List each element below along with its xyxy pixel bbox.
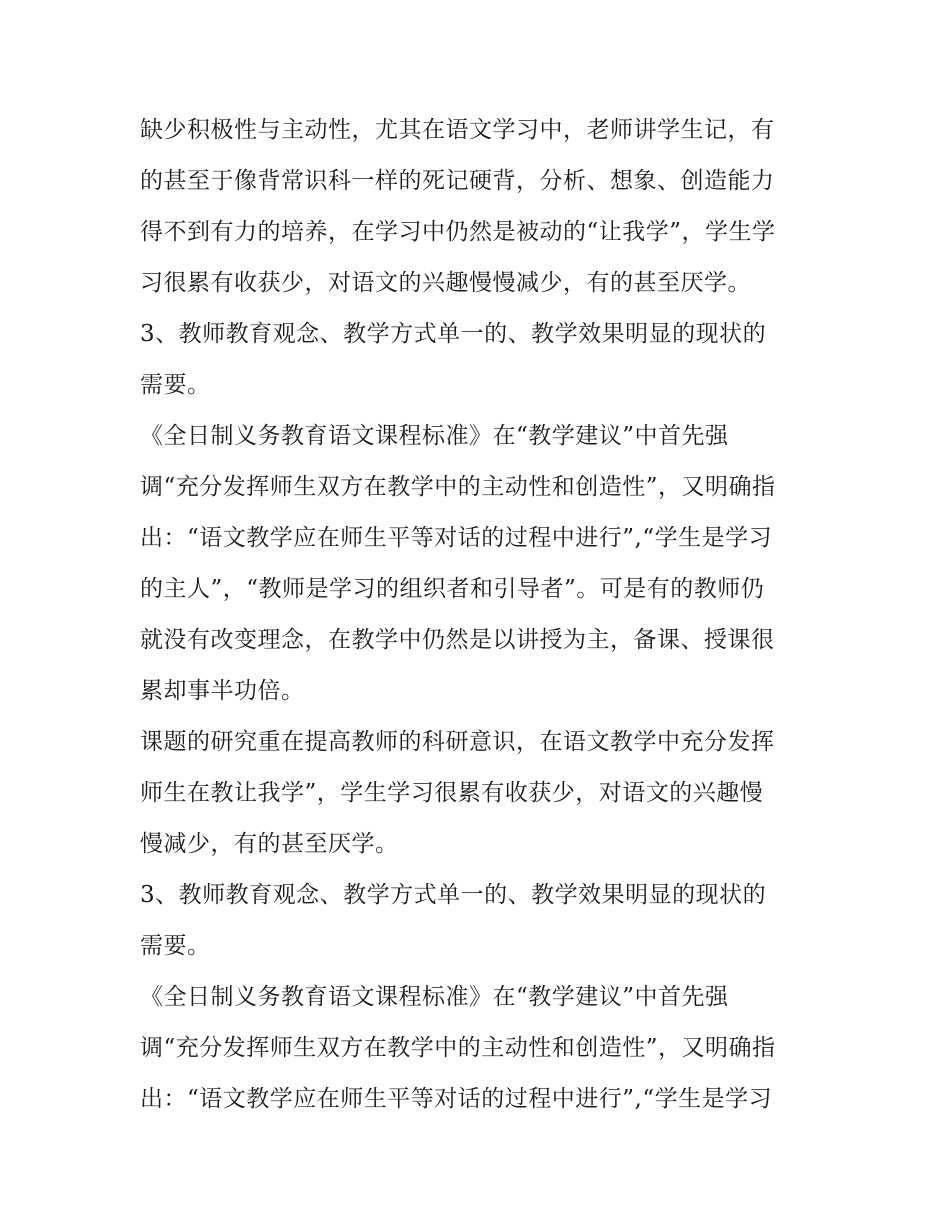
- text-line: 累却事半功倍。: [140, 678, 305, 704]
- text-line: 的甚至于像背常识科一样的死记硬背，分析、想象、创造能力: [140, 168, 775, 194]
- text-line: 调“充分发挥师生双方在教学中的主动性和创造性”，又明确指: [140, 474, 776, 500]
- text-line: 《全日制义务教育语文课程标准》在“教学建议”中首先强: [140, 984, 729, 1010]
- text-line: 习很累有收获少，对语文的兴趣慢慢减少，有的甚至厌学。: [140, 270, 751, 296]
- body-text: [140, 108, 830, 1128]
- text-line: 需要。: [140, 372, 211, 398]
- text-line: 就没有改变理念，在教学中仍然是以讲授为主，备课、授课很: [140, 627, 775, 653]
- text-line: 的主人”，“教师是学习的组织者和引导者”。可是有的教师仍: [140, 576, 765, 602]
- text-line: 出：“语文教学应在师生平等对话的过程中进行”,“学生是学习: [140, 1086, 773, 1112]
- text-line: 得不到有力的培养，在学习中仍然是被动的“让我学”，学生学: [140, 219, 776, 245]
- text-line: 课题的研究重在提高教师的科研意识，在语文教学中充分发挥: [140, 729, 775, 755]
- text-line: 需要。: [140, 933, 211, 959]
- text-line: 调“充分发挥师生双方在教学中的主动性和创造性”，又明确指: [140, 1035, 776, 1061]
- text-line: 出：“语文教学应在师生平等对话的过程中进行”,“学生是学习: [140, 525, 773, 551]
- text-line: 3、教师教育观念、教学方式单一的、教学效果明显的现状的: [140, 882, 767, 908]
- text-line: 师生在教让我学”，学生学习很累有收获少，对语文的兴趣慢: [140, 780, 764, 806]
- text-line: 缺少积极性与主动性，尤其在语文学习中，老师讲学生记，有: [140, 117, 775, 143]
- text-line: 慢减少，有的甚至厌学。: [140, 831, 399, 857]
- text-line: 《全日制义务教育语文课程标准》在“教学建议”中首先强: [140, 423, 729, 449]
- text-line: 3、教师教育观念、教学方式单一的、教学效果明显的现状的: [140, 321, 767, 347]
